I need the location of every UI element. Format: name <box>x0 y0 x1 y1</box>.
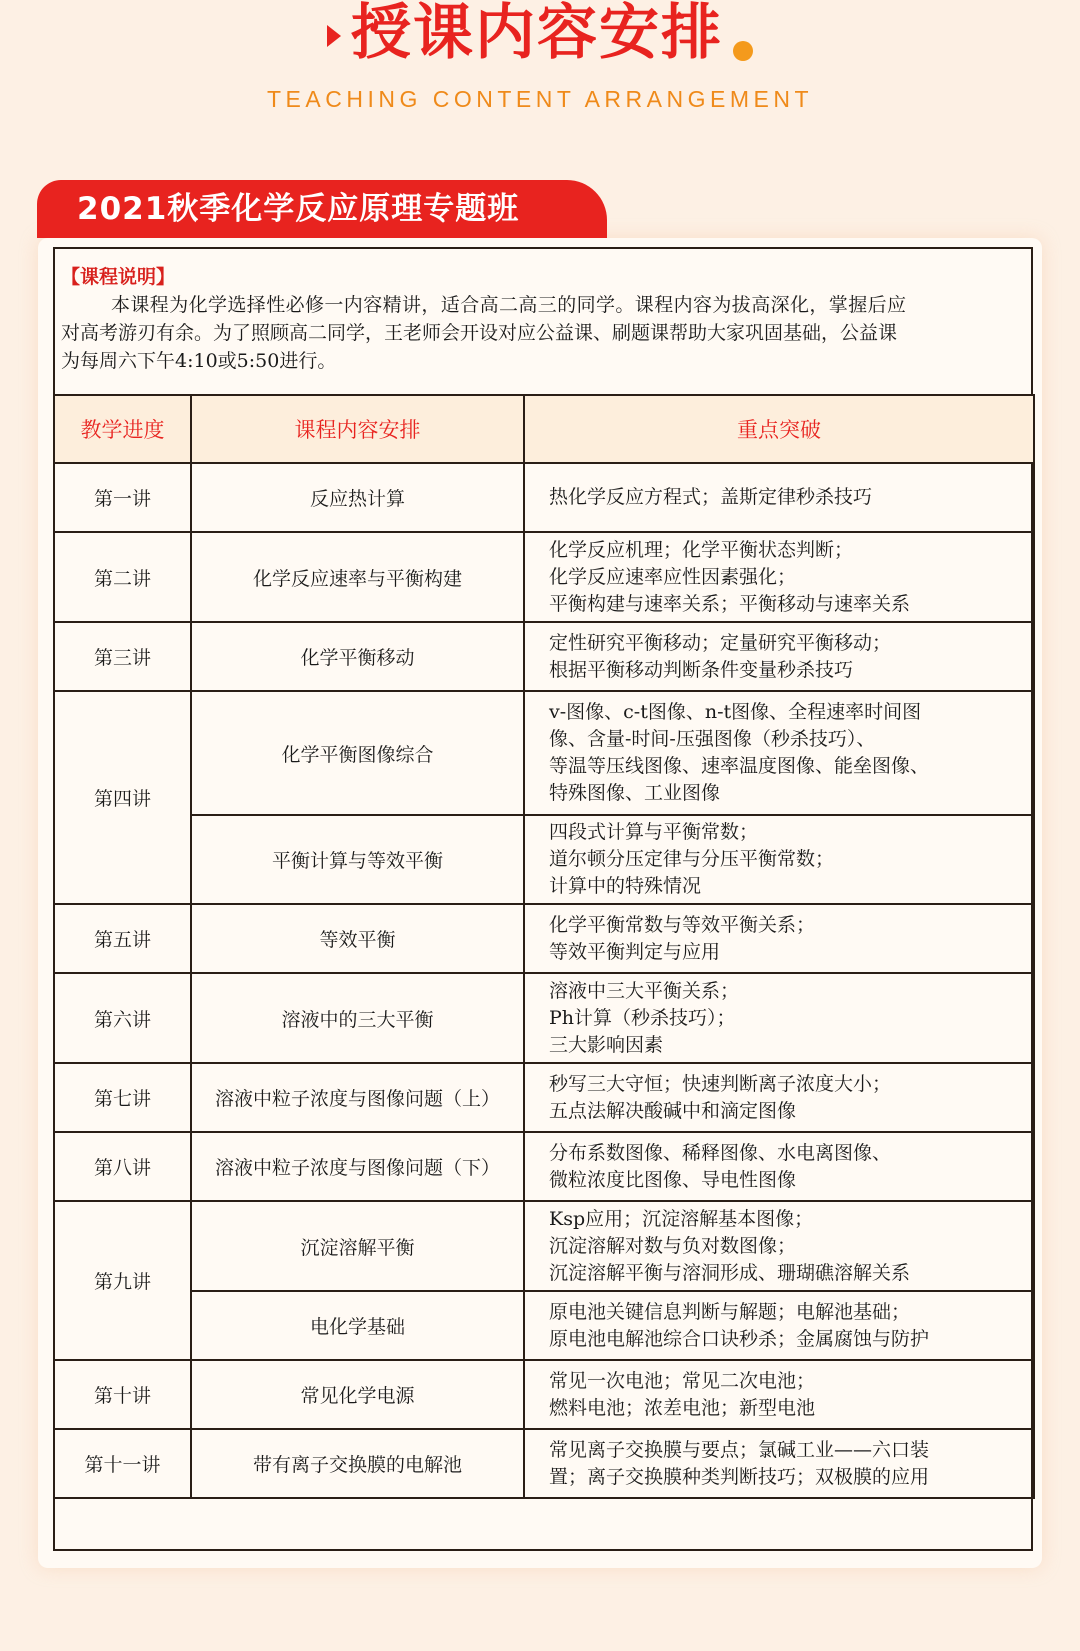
lecture-cell: 第十讲 <box>54 1360 191 1429</box>
topic-cell: 沉淀溶解平衡 <box>191 1201 524 1291</box>
class-title-tab: 2021秋季化学反应原理专题班 <box>37 180 607 238</box>
topic-cell: 化学反应速率与平衡构建 <box>191 532 524 622</box>
key-point-line: 原电池电解池综合口诀秒杀；金属腐蚀与防护 <box>549 1327 930 1350</box>
key-point-line: 像、含量-时间-压强图像（秒杀技巧）、 <box>549 728 876 750</box>
table-row <box>54 904 1034 973</box>
key-point-line: 四段式计算与平衡常数； <box>549 821 759 843</box>
table-row <box>54 1429 1034 1498</box>
topic-cell: 常见化学电源 <box>191 1360 524 1429</box>
key-point-line: 化学反应速率应性因素强化； <box>549 565 797 588</box>
key-point-line: 热化学反应方程式；盖斯定律秒杀技巧 <box>549 486 873 508</box>
table-row <box>54 532 1034 622</box>
lecture-cell: 第四讲 <box>54 691 191 904</box>
key-point-line: 等效平衡判定与应用 <box>549 940 721 963</box>
key-point-line: 燃料电池；浓差电池；新型电池 <box>549 1396 816 1419</box>
lecture-cell: 第二讲 <box>54 532 191 622</box>
table-row <box>54 463 1034 532</box>
description-line: 对高考游刃有余。为了照顾高二同学，王老师会开设对应公益课、刷题课帮助大家巩固基础，公益课 <box>61 322 898 344</box>
header-key-points: 重点突破 <box>524 395 1034 463</box>
lecture-cell: 第三讲 <box>54 622 191 691</box>
key-point-line: 根据平衡移动判断条件变量秒杀技巧 <box>549 658 854 681</box>
topic-cell: 带有离子交换膜的电解池 <box>191 1429 524 1498</box>
key-point-line: 置；离子交换膜种类判断技巧；双极膜的应用 <box>549 1465 930 1488</box>
table-row <box>54 973 1034 1063</box>
table-row <box>54 1291 1034 1360</box>
title-row <box>0 0 1080 68</box>
lecture-cell: 第一讲 <box>54 463 191 532</box>
key-points-cell <box>524 815 1034 904</box>
lecture-cell: 第五讲 <box>54 904 191 973</box>
key-points-cell <box>524 973 1034 1063</box>
key-point-line: 等温等压线图像、速率温度图像、能垒图像、 <box>549 755 930 777</box>
key-point-line: 分布系数图像、稀释图像、水电离图像、 <box>549 1141 892 1164</box>
key-points-cell <box>524 1063 1034 1132</box>
key-points-cell <box>524 532 1034 622</box>
table-row <box>54 1360 1034 1429</box>
header-content: 课程内容安排 <box>191 395 524 463</box>
description-line: 为每周六下午4:10或5:50进行。 <box>61 350 337 372</box>
topic-cell: 溶液中粒子浓度与图像问题（下） <box>191 1132 524 1201</box>
table-row <box>54 1063 1034 1132</box>
key-point-line: 沉淀溶解对数与负对数图像； <box>549 1234 797 1257</box>
table-row <box>54 815 1034 904</box>
header-progress: 教学进度 <box>54 395 191 463</box>
key-points-cell <box>524 1429 1034 1498</box>
key-point-line: 五点法解决酸碱中和滴定图像 <box>549 1099 797 1122</box>
key-point-line: 常见离子交换膜与要点；氯碱工业——六口装 <box>549 1438 930 1461</box>
course-table <box>53 394 1035 1499</box>
key-points-cell <box>524 691 1034 815</box>
key-points-cell <box>524 904 1034 973</box>
topic-cell: 反应热计算 <box>191 463 524 532</box>
key-point-line: v-图像、c-t图像、n-t图像、全程速率时间图 <box>549 701 922 723</box>
topic-cell: 溶液中的三大平衡 <box>191 973 524 1063</box>
key-point-line: 平衡构建与速率关系；平衡移动与速率关系 <box>549 592 911 615</box>
table-row <box>54 1201 1034 1291</box>
table-header-row <box>54 395 1034 463</box>
key-point-line: 道尔顿分压定律与分压平衡常数； <box>549 848 835 870</box>
dot-icon <box>733 41 753 61</box>
topic-cell: 化学平衡图像综合 <box>191 691 524 815</box>
lecture-cell: 第十一讲 <box>54 1429 191 1498</box>
topic-cell: 电化学基础 <box>191 1291 524 1360</box>
key-point-line: 微粒浓度比图像、导电性图像 <box>549 1168 797 1191</box>
course-description <box>61 263 1023 375</box>
lecture-cell: 第八讲 <box>54 1132 191 1201</box>
topic-cell: 化学平衡移动 <box>191 622 524 691</box>
lecture-cell: 第九讲 <box>54 1201 191 1360</box>
page-header <box>0 0 1080 130</box>
description-line: 本课程为化学选择性必修一内容精讲，适合高二高三的同学。课程内容为拔高深化，掌握后应 <box>111 294 907 316</box>
key-points-cell <box>524 1201 1034 1291</box>
key-point-line: 原电池关键信息判断与解题；电解池基础； <box>549 1300 911 1323</box>
key-point-line: 定性研究平衡移动；定量研究平衡移动； <box>549 631 892 654</box>
table-row <box>54 622 1034 691</box>
key-point-line: 常见一次电池；常见二次电池； <box>549 1369 816 1392</box>
table-row <box>54 691 1034 815</box>
key-point-line: 特殊图像、工业图像 <box>549 782 721 804</box>
key-point-line: 溶液中三大平衡关系； <box>549 979 740 1002</box>
page-subtitle: TEACHING CONTENT ARRANGEMENT <box>267 86 813 112</box>
topic-cell: 平衡计算与等效平衡 <box>191 815 524 904</box>
key-point-line: 沉淀溶解平衡与溶洞形成、珊瑚礁溶解关系 <box>549 1261 911 1284</box>
key-point-line: Ksp应用；沉淀溶解基本图像； <box>549 1207 814 1230</box>
key-point-line: Ph计算（秒杀技巧）； <box>549 1006 736 1029</box>
key-point-line: 三大影响因素 <box>549 1033 664 1056</box>
key-point-line: 计算中的特殊情况 <box>549 875 702 897</box>
key-point-line: 化学平衡常数与等效平衡关系； <box>549 913 816 936</box>
key-points-cell <box>524 1132 1034 1201</box>
key-point-line: 化学反应机理；化学平衡状态判断； <box>549 538 854 561</box>
topic-cell: 溶液中粒子浓度与图像问题（上） <box>191 1063 524 1132</box>
description-title: 【课程说明】 <box>61 266 176 288</box>
key-points-cell <box>524 463 1034 532</box>
key-point-line: 秒写三大守恒；快速判断离子浓度大小； <box>549 1072 892 1095</box>
lecture-cell: 第六讲 <box>54 973 191 1063</box>
lecture-cell: 第七讲 <box>54 1063 191 1132</box>
course-frame <box>53 247 1033 1551</box>
topic-cell: 等效平衡 <box>191 904 524 973</box>
page-title: 授课内容安排 <box>351 0 723 68</box>
key-points-cell <box>524 1360 1034 1429</box>
triangle-icon <box>327 25 341 47</box>
table-row <box>54 1132 1034 1201</box>
key-points-cell <box>524 622 1034 691</box>
key-points-cell <box>524 1291 1034 1360</box>
